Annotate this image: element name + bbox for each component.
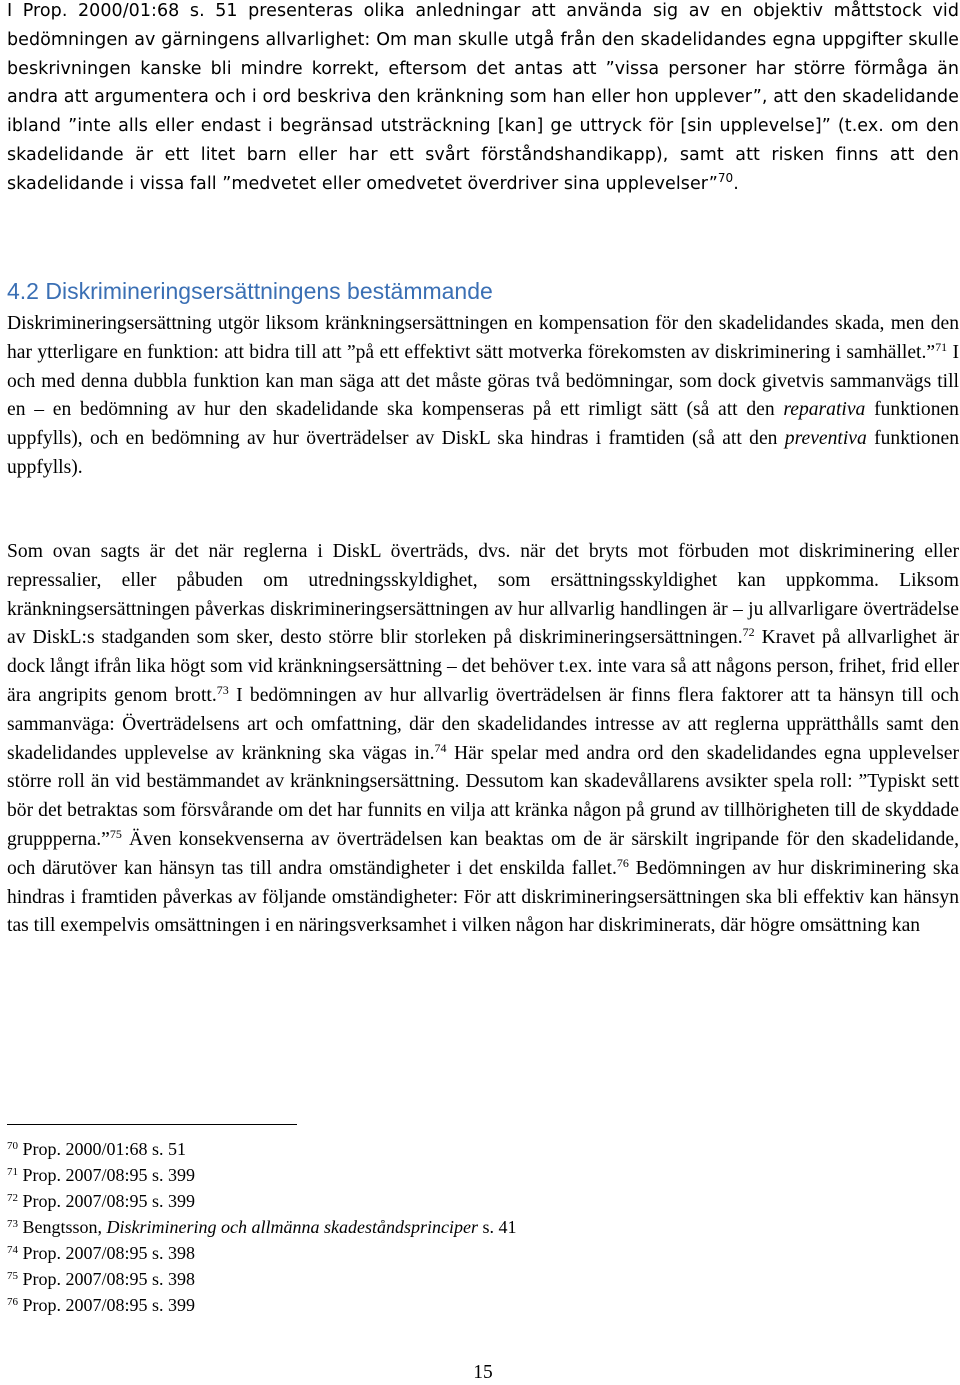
footnote-text-after: s. 41 xyxy=(478,1217,517,1237)
section-number: 4.2 xyxy=(7,278,39,304)
paragraph-assessment-part1: Som ovan sagts är det när reglerna i DiskL överträds, dvs. när det bryts mot förbuden mot diskriminering eller repressalier, eller påbuden om utredningsskyldighet, som ersättningsskyldighet kan uppkomma. Liksom kränkningsersättningen påverkas diskrimineringsersättningen av hur allvarlig handlingen är – ju allvarligare överträdelse av DiskL:s stadganden som sker, desto större blir storleken på diskrimineringsersättningen. xyxy=(7,541,959,649)
footnote-item xyxy=(7,1240,517,1266)
footnote-text: Prop. 2000/01:68 s. 51 xyxy=(22,1139,187,1159)
footnote-text: Bengtsson, xyxy=(22,1217,107,1237)
footnote-ref-72[interactable]: 72 xyxy=(742,625,755,640)
footnote-divider xyxy=(7,1124,297,1125)
footnote-number: 76 xyxy=(7,1296,18,1308)
paragraph-function-italic-reparativa: reparativa xyxy=(783,399,866,421)
footnote-item xyxy=(7,1214,517,1240)
footnote-item xyxy=(7,1292,517,1318)
footnote-ref-71[interactable]: 71 xyxy=(935,339,948,354)
paragraph-function-part3: funktionen uppfylls), och en bedömning av hur överträdelser av DiskL ska hindras i framtiden (så att den xyxy=(7,399,959,450)
footnote-ref-70[interactable]: 70 xyxy=(717,170,734,185)
footnote-list xyxy=(7,1136,517,1318)
footnote-text: Prop. 2007/08:95 s. 398 xyxy=(22,1243,196,1263)
footnote-text: Prop. 2007/08:95 s. 399 xyxy=(22,1295,196,1315)
paragraph-function xyxy=(7,310,959,483)
paragraph-assessment-part4: Här spelar med andra ord den skadelidandes egna upplevelser större roll än vid bestämmandet av kränkningsersättning. Dessutom kan skadevållarens avsikter spela roll: ”Typiskt sett bör det betraktas som försvårande om det har funnits en vilja att kränka någon på grund av tillhörigheten till de skyddade gruppperna.” xyxy=(7,742,959,850)
footnote-item xyxy=(7,1188,517,1214)
paragraph-assessment xyxy=(7,538,959,941)
footnote-number: 74 xyxy=(7,1244,18,1256)
paragraph-function-part2: I och med denna dubbla funktion kan man säga att det måste göras två bedömningar, som dock givetvis sammanvägs till en – en bedömning av hur den skadelidande ska kompenseras på ett rimligt sätt (så att den xyxy=(7,341,959,421)
footnote-text: Prop. 2007/08:95 s. 399 xyxy=(22,1165,196,1185)
footnote-number: 73 xyxy=(7,1218,18,1230)
section-heading xyxy=(7,276,493,306)
paragraph-assessment-part5: Även konsekvenserna av överträdelsen kan beaktas om de är särskilt ingripande för den skadelidande, och därutöver kan hänsyn tas till andra omständigheter i det enskilda fallet. xyxy=(7,828,959,879)
footnote-ref-76[interactable]: 76 xyxy=(616,855,629,870)
page-number: 15 xyxy=(473,1362,493,1383)
footnote-number: 72 xyxy=(7,1192,18,1204)
paragraph-assessment-part2: Kravet på allvarlighet är dock långt ifrån lika högt som vid kränkningsersättning – det behöver t.ex. inte vara så att någons person, frihet, frid eller ära angripits genom brott. xyxy=(7,627,959,706)
footnote-item xyxy=(7,1162,517,1188)
footnote-ref-74[interactable]: 74 xyxy=(434,740,447,755)
paragraph-function-part1: Diskrimineringsersättning utgör liksom kränkningsersättningen en kompensation för den skadelidandes skada, men den har ytterligare en funktion: att bidra till att ”på ett effektivt sätt motverka förekomsten av diskriminering i samhället.” xyxy=(7,313,959,363)
footnote-item xyxy=(7,1136,517,1162)
section-title: Diskrimineringsersättningens bestämmande xyxy=(45,278,493,304)
paragraph-assessment-part3: I bedömningen av hur allvarlig överträdelsen är finns flera faktorer att ta hänsyn till och sammanväga: Överträdelsens art och omfattning, där den skadelidandes intresse av att reglerna upprätthålls samt den skadelidandes upplevelse av kränkning ska vägas in. xyxy=(7,684,959,764)
footnote-number: 71 xyxy=(7,1166,18,1178)
paragraph-function-italic-preventiva: preventiva xyxy=(784,428,867,450)
footnote-text: Prop. 2007/08:95 s. 399 xyxy=(22,1191,196,1211)
footnote-italic-title: Diskriminering och allmänna skadeståndsprinciper xyxy=(106,1217,478,1237)
footnote-text: Prop. 2007/08:95 s. 398 xyxy=(22,1269,196,1289)
footnote-number: 70 xyxy=(7,1140,18,1152)
paragraph-assessment-part6: Bedömningen av hur diskriminering ska hindras i framtiden påverkas av följande omständigheter: För att diskrimineringsersättningen ska bli effektiv kan hänsyn tas till exempelvis omsättningen i en näringsverksamhet i vilken någon har diskriminerats, där högre omsättning kan xyxy=(7,857,959,937)
paragraph-intro xyxy=(7,0,959,199)
footnote-ref-75[interactable]: 75 xyxy=(109,826,122,841)
footnote-item xyxy=(7,1266,517,1292)
paragraph-intro-text: I Prop. 2000/01:68 s. 51 presenteras olika anledningar att använda sig av en objektiv måttstock vid bedömningen av gärningens allvarlighet: Om man skulle utgå från den skadelidandes egna uppgifter skulle beskrivningen kanske bli mindre korrekt, eftersom det antas att ”vissa personer har större förmåga än andra att argumentera och i ord beskriva den kränkning som han eller hon upplever”, att den skadelidande ibland ”inte alls eller endast i begränsad utsträckning [kan] ge uttryck för [sin upplevelse]” (t.ex. om den skadelidande är ett litet barn eller har ett svårt förståndshandikapp), samt att risken finns att den skadelidande i vissa fall ”medvetet eller omedvetet överdriver sina upplevelser” xyxy=(7,1,959,194)
paragraph-intro-end: . xyxy=(733,173,739,194)
paragraph-function-part4: funktionen uppfylls). xyxy=(7,428,959,478)
footnote-ref-73[interactable]: 73 xyxy=(216,682,229,697)
footnote-number: 75 xyxy=(7,1270,18,1282)
